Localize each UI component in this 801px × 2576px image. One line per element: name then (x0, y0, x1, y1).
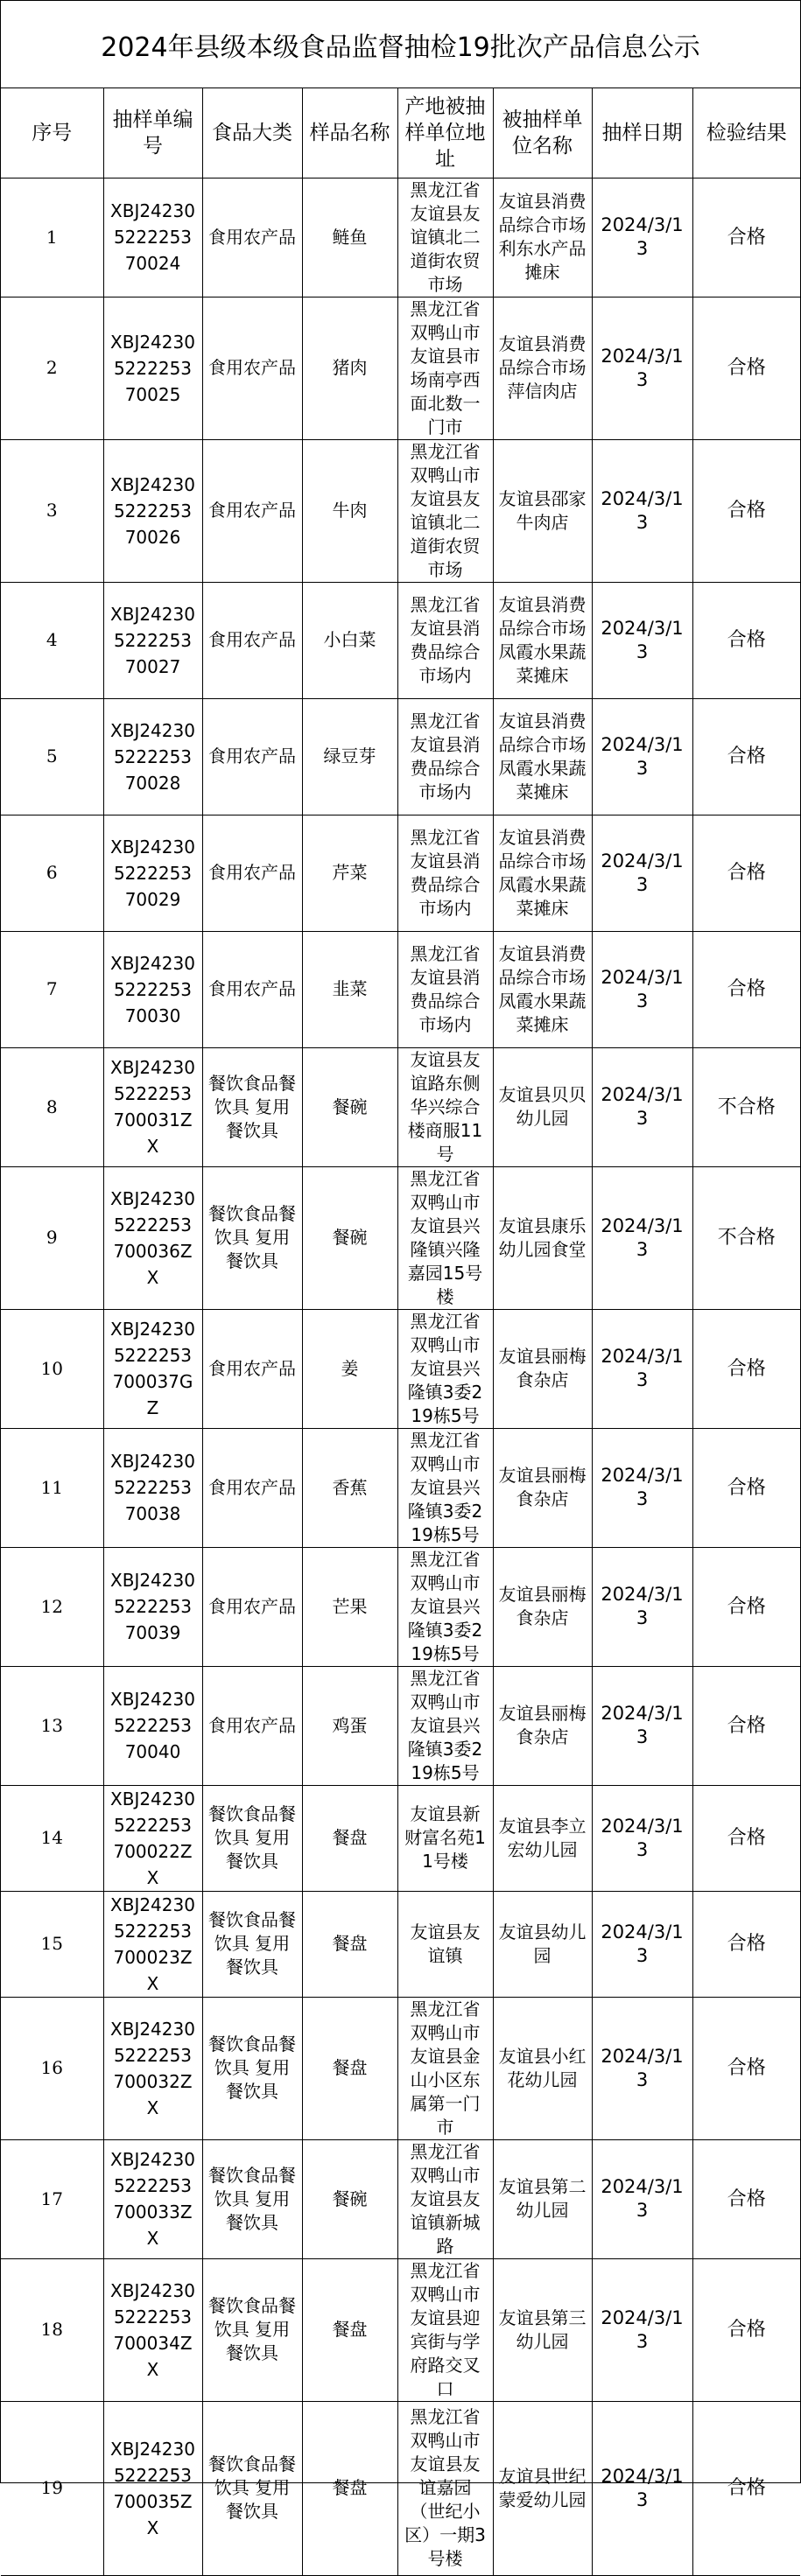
cell-company: 友谊县消费品综合市场萍信肉店 (493, 297, 592, 439)
cell-address: 黑龙江省友谊县消费品综合市场内 (397, 698, 493, 815)
cell-address: 黑龙江省双鸭山市友谊县兴隆镇兴隆嘉园15号楼 (397, 1166, 493, 1309)
cell-result: 合格 (692, 439, 800, 582)
table-row (1, 582, 800, 698)
table-row (1, 2401, 800, 2575)
table-row (1, 439, 800, 582)
cell-company: 友谊县丽梅食杂店 (493, 1547, 592, 1666)
cell-result: 合格 (692, 931, 800, 1047)
cell-code: XBJ24230522225370040 (103, 1666, 202, 1785)
table-row (1, 1997, 800, 2139)
cell-category: 食用农产品 (202, 1309, 302, 1428)
cell-seq: 19 (1, 2401, 103, 2575)
table-row (1, 297, 800, 439)
cell-date: 2024/3/13 (592, 439, 692, 582)
cell-date: 2024/3/13 (592, 1547, 692, 1666)
cell-date: 2024/3/13 (592, 1166, 692, 1309)
cell-result: 合格 (692, 1547, 800, 1666)
cell-date: 2024/3/13 (592, 1309, 692, 1428)
cell-code: XBJ24230522225370038 (103, 1428, 202, 1547)
cell-sample: 绿豆芽 (302, 698, 397, 815)
cell-sample: 小白菜 (302, 582, 397, 698)
header-seq: 序号 (1, 88, 103, 178)
header-sample: 样品名称 (302, 88, 397, 178)
cell-seq: 13 (1, 1666, 103, 1785)
cell-code: XBJ242305222253700037GZ (103, 1309, 202, 1428)
cell-result: 合格 (692, 1997, 800, 2139)
cell-result: 合格 (692, 2139, 800, 2258)
cell-address: 黑龙江省双鸭山市友谊县迎宾街与学府路交叉口 (397, 2258, 493, 2401)
table-row (1, 1785, 800, 1891)
table-row (1, 1166, 800, 1309)
cell-date: 2024/3/13 (592, 297, 692, 439)
cell-seq: 17 (1, 2139, 103, 2258)
header-address: 产地被抽样单位地址 (397, 88, 493, 178)
cell-sample: 餐碗 (302, 1166, 397, 1309)
cell-seq: 4 (1, 582, 103, 698)
cell-address: 黑龙江省双鸭山市友谊县市场南亭西面北数一门市 (397, 297, 493, 439)
table-row (1, 1891, 800, 1997)
header-date: 抽样日期 (592, 88, 692, 178)
cell-code: XBJ242305222253700036ZX (103, 1166, 202, 1309)
cell-address: 黑龙江省双鸭山市友谊县兴隆镇3委219栋5号 (397, 1309, 493, 1428)
cell-code: XBJ242305222253700032ZX (103, 1997, 202, 2139)
cell-code: XBJ242305222253700022ZX (103, 1785, 202, 1891)
cell-category: 食用农产品 (202, 297, 302, 439)
cell-category: 食用农产品 (202, 439, 302, 582)
cell-code: XBJ24230522225370030 (103, 931, 202, 1047)
cell-date: 2024/3/13 (592, 815, 692, 931)
cell-address: 黑龙江省友谊县消费品综合市场内 (397, 931, 493, 1047)
header-code: 抽样单编号 (103, 88, 202, 178)
cell-company: 友谊县丽梅食杂店 (493, 1428, 592, 1547)
table-row (1, 1547, 800, 1666)
header-company: 被抽样单位名称 (493, 88, 592, 178)
cell-code: XBJ24230522225370026 (103, 439, 202, 582)
cell-date: 2024/3/13 (592, 1785, 692, 1891)
table-row (1, 2139, 800, 2258)
sampling-table (1, 88, 800, 2576)
cell-date: 2024/3/13 (592, 1997, 692, 2139)
table-header-row (1, 88, 800, 178)
cell-date: 2024/3/13 (592, 1428, 692, 1547)
cell-seq: 15 (1, 1891, 103, 1997)
cell-result: 合格 (692, 1891, 800, 1997)
table-row (1, 1428, 800, 1547)
cell-company: 友谊县贝贝幼儿园 (493, 1047, 592, 1166)
cell-company: 友谊县小红花幼儿园 (493, 1997, 592, 2139)
cell-seq: 3 (1, 439, 103, 582)
cell-result: 不合格 (692, 1166, 800, 1309)
cell-code: XBJ24230522225370024 (103, 178, 202, 297)
cell-sample: 鸡蛋 (302, 1666, 397, 1785)
cell-category: 食用农产品 (202, 815, 302, 931)
cell-seq: 6 (1, 815, 103, 931)
cell-seq: 7 (1, 931, 103, 1047)
cell-result: 合格 (692, 1785, 800, 1891)
cell-result: 合格 (692, 297, 800, 439)
cell-category: 食用农产品 (202, 1666, 302, 1785)
cell-date: 2024/3/13 (592, 1891, 692, 1997)
cell-category: 食用农产品 (202, 178, 302, 297)
cell-category: 餐饮食品餐饮具 复用餐饮具 (202, 2139, 302, 2258)
cell-date: 2024/3/13 (592, 1666, 692, 1785)
notice-title: 2024年县级本级食品监督抽检19批次产品信息公示 (1, 1, 800, 88)
cell-date: 2024/3/13 (592, 582, 692, 698)
cell-date: 2024/3/13 (592, 2401, 692, 2575)
cell-sample: 餐碗 (302, 1047, 397, 1166)
table-row (1, 2258, 800, 2401)
cell-result: 合格 (692, 2401, 800, 2575)
cell-sample: 餐盘 (302, 2401, 397, 2575)
cell-address: 黑龙江省友谊县友谊镇北二道街农贸市场 (397, 178, 493, 297)
table-row (1, 1309, 800, 1428)
cell-sample: 餐盘 (302, 1891, 397, 1997)
cell-date: 2024/3/13 (592, 2258, 692, 2401)
table-row (1, 1047, 800, 1166)
cell-address: 黑龙江省双鸭山市友谊县友谊镇新城路 (397, 2139, 493, 2258)
cell-seq: 11 (1, 1428, 103, 1547)
cell-company: 友谊县消费品综合市场利东水产品摊床 (493, 178, 592, 297)
cell-result: 合格 (692, 815, 800, 931)
cell-sample: 餐碗 (302, 2139, 397, 2258)
cell-address: 黑龙江省双鸭山市友谊县兴隆镇3委219栋5号 (397, 1547, 493, 1666)
cell-sample: 猪肉 (302, 297, 397, 439)
cell-code: XBJ24230522225370025 (103, 297, 202, 439)
header-result: 检验结果 (692, 88, 800, 178)
table-body (1, 178, 800, 2575)
cell-company: 友谊县幼儿园 (493, 1891, 592, 1997)
cell-date: 2024/3/13 (592, 2139, 692, 2258)
cell-category: 餐饮食品餐饮具 复用餐饮具 (202, 2401, 302, 2575)
cell-seq: 16 (1, 1997, 103, 2139)
cell-code: XBJ24230522225370039 (103, 1547, 202, 1666)
cell-result: 合格 (692, 698, 800, 815)
cell-result: 合格 (692, 1428, 800, 1547)
cell-date: 2024/3/13 (592, 1047, 692, 1166)
cell-seq: 1 (1, 178, 103, 297)
cell-result: 合格 (692, 1309, 800, 1428)
cell-address: 黑龙江省友谊县消费品综合市场内 (397, 582, 493, 698)
cell-category: 食用农产品 (202, 582, 302, 698)
cell-seq: 14 (1, 1785, 103, 1891)
table-row (1, 698, 800, 815)
cell-seq: 2 (1, 297, 103, 439)
cell-result: 不合格 (692, 1047, 800, 1166)
cell-company: 友谊县第三幼儿园 (493, 2258, 592, 2401)
cell-category: 餐饮食品餐饮具 复用餐饮具 (202, 1166, 302, 1309)
cell-code: XBJ24230522225370027 (103, 582, 202, 698)
header-category: 食品大类 (202, 88, 302, 178)
table-row (1, 1666, 800, 1785)
cell-date: 2024/3/13 (592, 178, 692, 297)
cell-code: XBJ242305222253700023ZX (103, 1891, 202, 1997)
cell-sample: 餐盘 (302, 1997, 397, 2139)
cell-seq: 10 (1, 1309, 103, 1428)
cell-category: 餐饮食品餐饮具 复用餐饮具 (202, 1047, 302, 1166)
cell-address: 黑龙江省双鸭山市友谊县兴隆镇3委219栋5号 (397, 1666, 493, 1785)
cell-seq: 12 (1, 1547, 103, 1666)
cell-seq: 9 (1, 1166, 103, 1309)
cell-address: 友谊县友谊路东侧华兴综合楼商服11号 (397, 1047, 493, 1166)
cell-sample: 餐盘 (302, 2258, 397, 2401)
cell-sample: 鲢鱼 (302, 178, 397, 297)
cell-address: 黑龙江省友谊县消费品综合市场内 (397, 815, 493, 931)
cell-company: 友谊县第二幼儿园 (493, 2139, 592, 2258)
cell-address: 友谊县新财富名苑11号楼 (397, 1785, 493, 1891)
cell-address: 友谊县友谊镇 (397, 1891, 493, 1997)
cell-category: 食用农产品 (202, 931, 302, 1047)
cell-code: XBJ242305222253700033ZX (103, 2139, 202, 2258)
cell-company: 友谊县邵家牛肉店 (493, 439, 592, 582)
cell-category: 食用农产品 (202, 698, 302, 815)
cell-company: 友谊县丽梅食杂店 (493, 1309, 592, 1428)
cell-category: 餐饮食品餐饮具 复用餐饮具 (202, 1785, 302, 1891)
table-row (1, 931, 800, 1047)
cell-company: 友谊县消费品综合市场凤霞水果蔬菜摊床 (493, 931, 592, 1047)
cell-sample: 芹菜 (302, 815, 397, 931)
cell-company: 友谊县消费品综合市场凤霞水果蔬菜摊床 (493, 815, 592, 931)
cell-category: 餐饮食品餐饮具 复用餐饮具 (202, 1997, 302, 2139)
cell-address: 黑龙江省双鸭山市友谊县兴隆镇3委219栋5号 (397, 1428, 493, 1547)
cell-result: 合格 (692, 582, 800, 698)
cell-category: 食用农产品 (202, 1428, 302, 1547)
cell-date: 2024/3/13 (592, 931, 692, 1047)
cell-seq: 18 (1, 2258, 103, 2401)
cell-code: XBJ24230522225370029 (103, 815, 202, 931)
cell-company: 友谊县消费品综合市场凤霞水果蔬菜摊床 (493, 582, 592, 698)
cell-sample: 芒果 (302, 1547, 397, 1666)
cell-company: 友谊县消费品综合市场凤霞水果蔬菜摊床 (493, 698, 592, 815)
cell-seq: 5 (1, 698, 103, 815)
cell-result: 合格 (692, 1666, 800, 1785)
cell-code: XBJ242305222253700035ZX (103, 2401, 202, 2575)
cell-result: 合格 (692, 2258, 800, 2401)
cell-company: 友谊县康乐幼儿园食堂 (493, 1166, 592, 1309)
cell-address: 黑龙江省双鸭山市友谊县友谊镇北二道街农贸市场 (397, 439, 493, 582)
cell-company: 友谊县丽梅食杂店 (493, 1666, 592, 1785)
cell-code: XBJ242305222253700034ZX (103, 2258, 202, 2401)
cell-sample: 韭菜 (302, 931, 397, 1047)
cell-sample: 餐盘 (302, 1785, 397, 1891)
cell-company: 友谊县世纪蒙爱幼儿园 (493, 2401, 592, 2575)
cell-result: 合格 (692, 178, 800, 297)
cell-sample: 香蕉 (302, 1428, 397, 1547)
table-row (1, 815, 800, 931)
cell-sample: 姜 (302, 1309, 397, 1428)
cell-category: 餐饮食品餐饮具 复用餐饮具 (202, 1891, 302, 1997)
cell-address: 黑龙江省双鸭山市友谊县友谊嘉园（世纪小区）一期3号楼 (397, 2401, 493, 2575)
cell-code: XBJ242305222253700031ZX (103, 1047, 202, 1166)
cell-company: 友谊县李立宏幼儿园 (493, 1785, 592, 1891)
cell-date: 2024/3/13 (592, 698, 692, 815)
cell-code: XBJ24230522225370028 (103, 698, 202, 815)
cell-category: 餐饮食品餐饮具 复用餐饮具 (202, 2258, 302, 2401)
table-row (1, 178, 800, 297)
cell-address: 黑龙江省双鸭山市友谊县金山小区东属第一门市 (397, 1997, 493, 2139)
cell-sample: 牛肉 (302, 439, 397, 582)
cell-seq: 8 (1, 1047, 103, 1166)
cell-category: 食用农产品 (202, 1547, 302, 1666)
